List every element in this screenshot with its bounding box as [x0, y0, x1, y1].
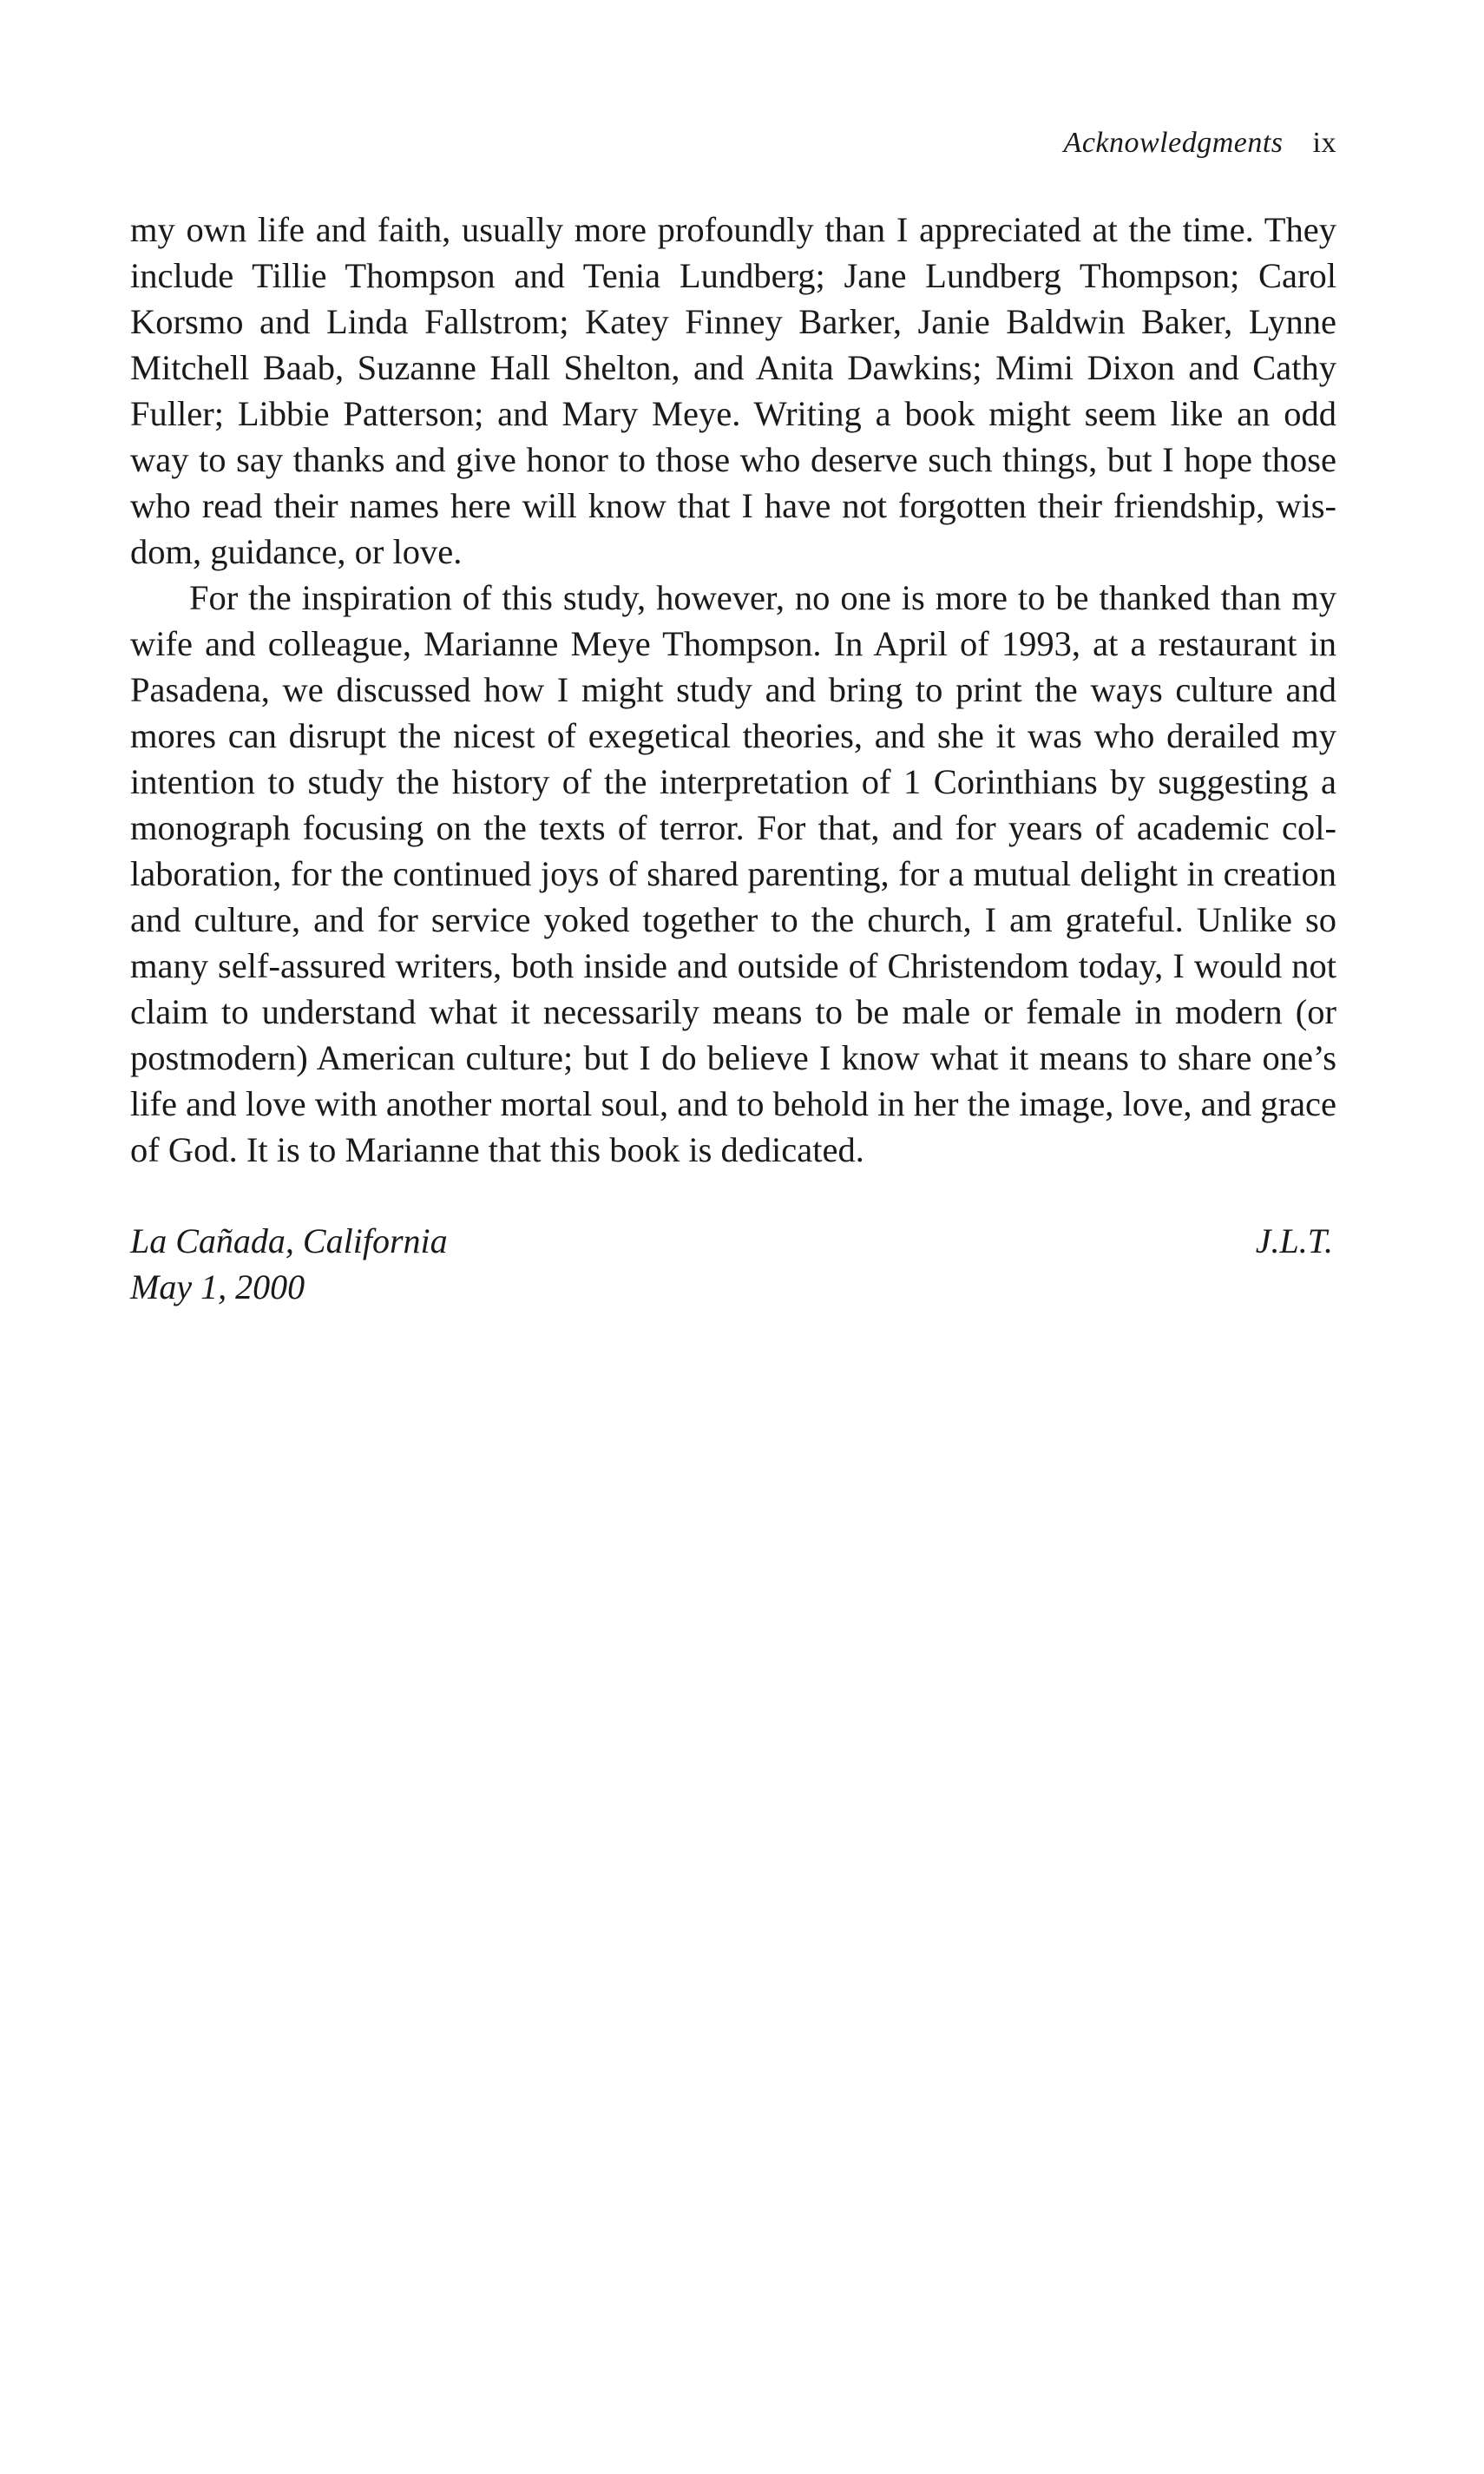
signoff-date: May 1, 2000 — [130, 1267, 305, 1306]
author-initials: J.L.T. — [1255, 1221, 1333, 1260]
place-date-block — [130, 1218, 448, 1310]
running-head — [130, 122, 1336, 165]
book-page — [130, 122, 1336, 1310]
paragraph-continued: my own life and faith, usually more profoundly than I appreciated at the time. They include Tillie Thompson and Tenia Lundberg; Jane Lundberg Thompson; Carol Korsmo and Linda Fallstrom; Katey Finney Barker, Janie Baldwin Baker, Lynne Mitchell Baab, Suzanne Hall Shelton, and Anita Dawkins; Mimi Dixon and Cathy Fuller; Libbie Patterson; and Mary Meye. Writing a book might seem like an odd way to say thanks and give honor to those who deserve such things, but I hope those who read their names here will know that I have not forgotten their friendship, wisdom, guidance, or love. — [130, 210, 1336, 571]
signoff-place: La Cañada, California — [130, 1221, 448, 1260]
page-number: ix — [1312, 127, 1336, 159]
running-head-title: Acknowledgments — [1063, 127, 1284, 159]
paragraph-dedication: For the inspiration of this study, however, no one is more to be thanked than my wife and colleague, Marianne Meye Thompson. In April of 1993, at a restaurant in Pasadena, we discussed how I might study and bring to print the ways culture and mores can disrupt the nicest of exegetical theories, and she it was who derailed my intention to study the history of the interpretation of 1 Corinthians by suggesting a monograph focusing on the texts of terror. For that, and for years of academic collaboration, for the continued joys of shared parenting, for a mutual delight in creation and culture, and for service yoked together to the church, I am grateful. Unlike so many self-assured writers, both inside and outside of Christendom today, I would not claim to understand what it necessarily means to be male or female in modern (or postmodern) American culture; but I do believe I know what it means to share one’s life and love with another mortal soul, and to behold in her the image, love, and grace of God. It is to Marianne that this book is dedicated. — [130, 578, 1336, 1169]
signoff — [130, 1218, 1336, 1310]
